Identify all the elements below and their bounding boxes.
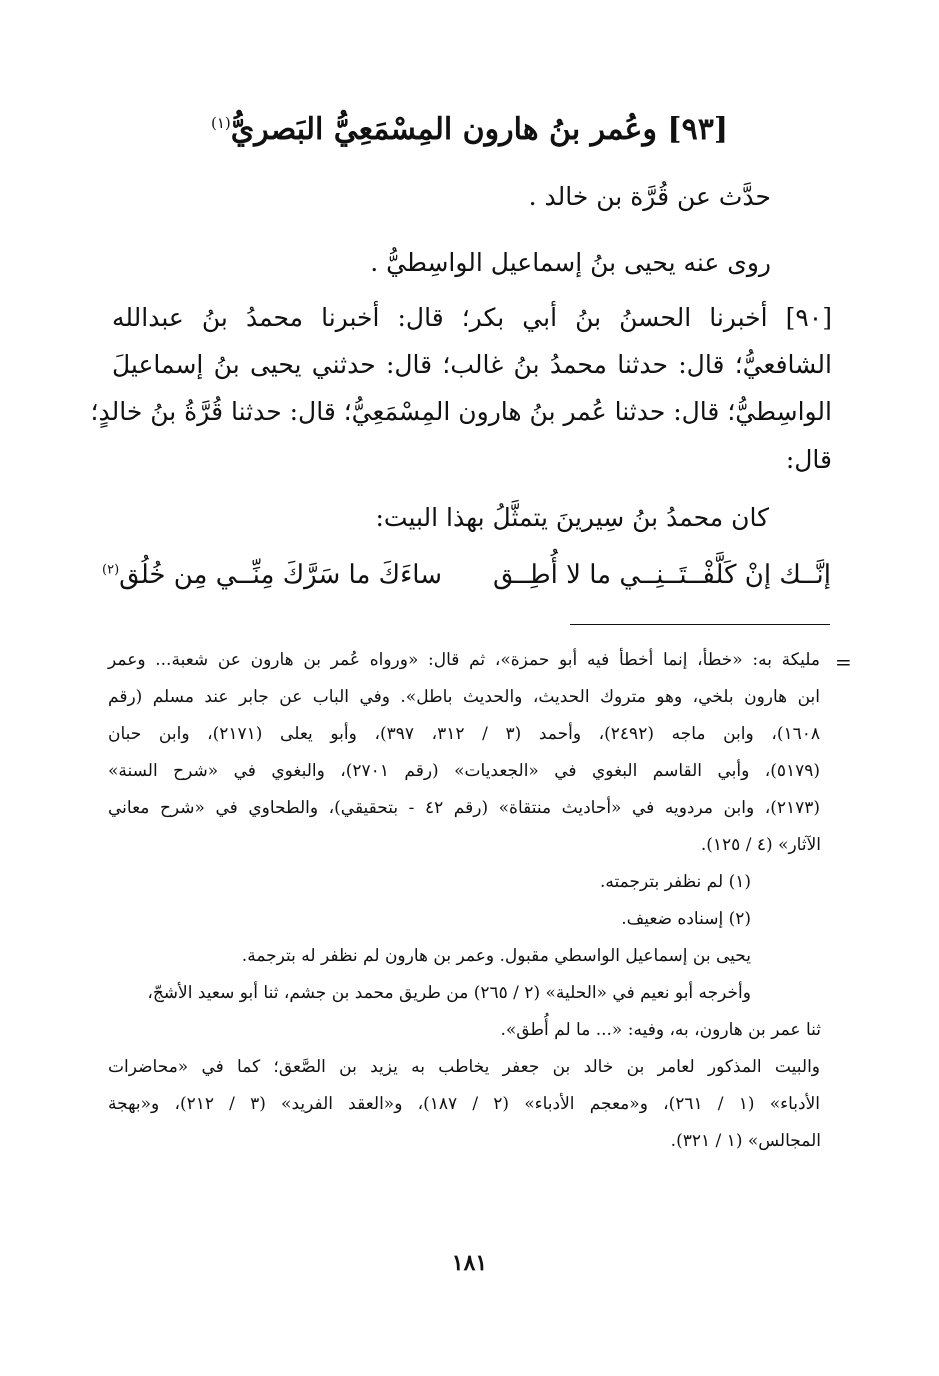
footnote-cont-line-5: (٢١٧٣)، وابن مردويه في «أحاديث منتقاة» (رقم ٤٢ - بتحقيقي)، والطحاوي في «شرح معاني bbox=[108, 798, 820, 818]
footnote-2: (٢) إسناده ضعيف. bbox=[621, 909, 751, 929]
footnote-2-line-3: ثنا عمر بن هارون، به، وفيه: «... ما لم أُطق». bbox=[500, 1020, 821, 1040]
footnote-cont-line-4: (٥١٧٩)، وأبي القاسم البغوي في «الجعديات» (رقم ٢٧٠١)، والبغوي في «شرح السنة» bbox=[108, 761, 821, 781]
footnote-2-line-5: الأدباء» (١ / ٢٦١)، و«معجم الأدباء» (٢ / ١٨٧)، و«العقد الفريد» (٣ / ٢١٢)، و«بهجة bbox=[108, 1094, 820, 1114]
verse-hemistich-2 bbox=[102, 560, 442, 590]
hadith-line-2: الشافعيُّ؛ قال: حدثنا محمدُ بنُ غالب؛ قال: حدثني يحيى بنُ إسماعيلَ bbox=[112, 350, 832, 379]
hadith-line-1: [٩٠] أخبرنا الحسنُ بنُ أبي بكر؛ قال: أخبرنا محمدُ بنُ عبدالله bbox=[112, 303, 832, 332]
verse-intro: كان محمدُ بنُ سِيرينَ يتمثَّلُ بهذا البيت: bbox=[375, 503, 769, 532]
footnote-cont-line-2: ابن هارون بلخي، وهو متروك الحديث، والحديث باطل». وفي الباب عن جابر عند مسلم (رقم bbox=[108, 687, 820, 707]
footnote-2-line-1: يحيى بن إسماعيل الواسطي مقبول. وعمر بن هارون لم نظفر له بترجمة. bbox=[241, 946, 751, 966]
verse-footnote-ref: (٢) bbox=[102, 562, 120, 578]
entry-line-2: روى عنه يحيى بنُ إسماعيل الواسِطيُّ . bbox=[370, 248, 771, 277]
verse-hemistich-2-text: ساءَكَ ما سَرَّكَ مِنِّــي مِن خُلُق bbox=[119, 560, 442, 590]
entry-title bbox=[0, 112, 939, 147]
footnote-2-line-4: والبيت المذكور لعامر بن خالد بن جعفر يخاطب به يزيد بن الصَّعق؛ كما في «محاضرات bbox=[108, 1057, 820, 1077]
footnote-cont-line-6: الآثار» (٤ / ١٢٥). bbox=[700, 835, 821, 855]
hadith-line-3: الواسِطيُّ؛ قال: حدثنا عُمر بنُ هارون المِسْمَعِيُّ؛ قال: حدثنا قُرَّةُ بنُ خالدٍ؛ bbox=[90, 397, 832, 426]
footnote-1: (١) لم نظفر بترجمته. bbox=[599, 872, 751, 892]
footnote-cont-line-3: ١٦٠٨)، وابن ماجه (٢٤٩٢)، وأحمد (٣ / ٣١٢، ٣٩٧)، وأبو يعلى (٢١٧١)، وابن حبان bbox=[108, 724, 820, 744]
hadith-line-4: قال: bbox=[785, 445, 832, 474]
footnote-separator bbox=[570, 624, 830, 625]
footnote-2-line-2: وأخرجه أبو نعيم في «الحلية» (٢ / ٢٦٥) من طريق محمد بن جشم، ثنا أبو سعيد الأشجّ، bbox=[147, 983, 751, 1003]
page-number: ١٨١ bbox=[451, 1250, 488, 1276]
entry-title-text: [٩٣] وعُمر بنُ هارون المِسْمَعِيُّ البَصريُّ bbox=[230, 112, 729, 147]
entry-line-1: حدَّث عن قُرَّة بن خالد . bbox=[528, 182, 771, 211]
footnote-cont-line-1: مليكة به: «خطأ، إنما أخطأ فيه أبو حمزة»، ثم قال: «ورواه عُمر بن هارون عن شعبة... وعمر bbox=[108, 650, 820, 670]
title-footnote-ref: (١) bbox=[210, 114, 231, 132]
verse-hemistich-1: إنَّــك إنْ كَلَّفْــتَــنِــي ما لا أُطِــق bbox=[493, 560, 831, 590]
footnote-2-line-6: المجالس» (١ / ٣٢١). bbox=[670, 1131, 821, 1151]
continuation-mark: = bbox=[835, 650, 852, 674]
